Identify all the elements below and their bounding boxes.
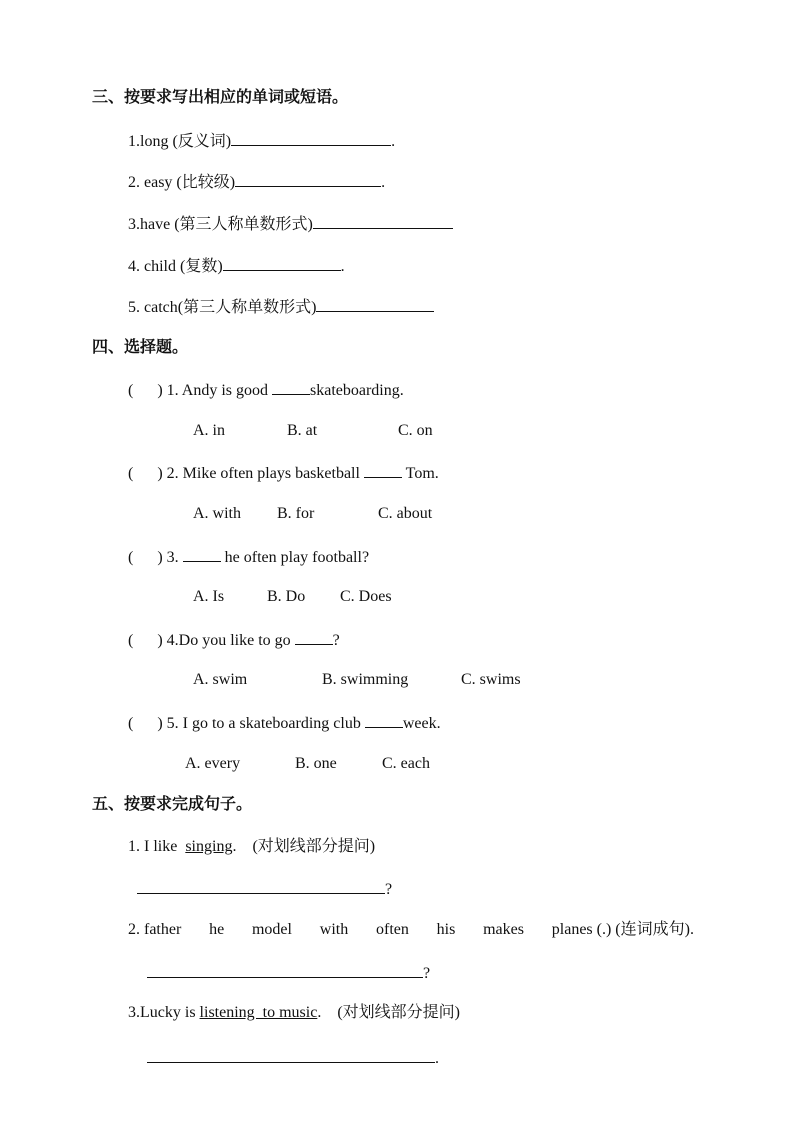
s4-q3-opt-b[interactable]: B. Do: [267, 588, 306, 605]
s5-q1-underlined: singing: [185, 838, 233, 855]
s4-q5-opt-c[interactable]: C. each: [382, 755, 430, 772]
s3-item-5: [128, 296, 434, 318]
s3-item-3-blank[interactable]: [313, 213, 453, 229]
s5-q3: [128, 1003, 460, 1023]
s5-q3-answer-end: .: [435, 1050, 439, 1067]
s4-q1: [128, 379, 404, 401]
s5-q3-note: (对划线部分提问): [337, 1004, 460, 1021]
s4-q3: [128, 546, 369, 568]
answer-paren-open[interactable]: (: [128, 715, 134, 732]
s3-item-1-text: 1.long (反义词): [128, 133, 232, 150]
s5-q1-answer-blank[interactable]: [137, 878, 385, 894]
s5-q1: [128, 837, 375, 857]
s3-item-3-text: 3.have (第三人称单数形式): [128, 216, 313, 233]
s4-q2-opt-c[interactable]: C. about: [378, 505, 433, 522]
answer-paren-open[interactable]: (: [128, 465, 134, 482]
s5-q1-note: (对划线部分提问): [252, 838, 376, 855]
s5-q3-answer: [147, 1047, 439, 1069]
answer-paren-open[interactable]: (: [128, 382, 134, 399]
s5-q2-word: model: [251, 921, 292, 938]
question-text-end: Tom.: [405, 465, 439, 482]
s3-item-2-blank[interactable]: [235, 171, 381, 187]
question-text-end: week.: [402, 715, 441, 732]
s4-q1-opt-a[interactable]: A. in: [193, 422, 225, 439]
section5-heading: 五、按要求完成句子。: [92, 796, 253, 813]
question-text: 3.: [166, 549, 179, 566]
s3-item-1-blank[interactable]: [231, 130, 391, 146]
s5-q1-pre: 1. I like: [128, 838, 178, 855]
s5-q3-answer-blank[interactable]: [147, 1047, 435, 1063]
s5-q1-answer: [137, 878, 392, 900]
s3-item-5-text: 5. catch(第三人称单数形式): [128, 299, 317, 316]
s3-item-4-end: .: [340, 258, 345, 275]
answer-paren-close[interactable]: ): [157, 549, 163, 566]
section4-heading: 四、选择题。: [92, 339, 189, 356]
question-text: 4.Do you like to go: [166, 632, 291, 649]
s5-q3-underlined: listening to music: [199, 1004, 318, 1021]
s4-q4-opt-c[interactable]: C. swims: [461, 671, 521, 688]
s4-q4: [128, 629, 340, 651]
s5-q2-word: planes (.) (连词成句).: [551, 921, 694, 938]
s5-q2-word: often: [376, 921, 409, 938]
s4-q3-opt-c[interactable]: C. Does: [340, 588, 392, 605]
s5-q1-answer-end: ?: [385, 881, 393, 898]
question-blank: [364, 462, 402, 478]
s3-item-3: [128, 213, 453, 235]
question-text: 1. Andy is good: [166, 382, 268, 399]
question-blank: [183, 546, 221, 562]
s5-q3-pre: 3.Lucky is: [128, 1004, 196, 1021]
s3-item-2-text: 2. easy (比较级): [128, 174, 236, 191]
s3-item-4: [128, 255, 345, 277]
s3-item-4-blank[interactable]: [223, 255, 341, 271]
s4-q5-opt-a[interactable]: A. every: [185, 755, 241, 772]
s4-q5-opt-b[interactable]: B. one: [295, 755, 337, 772]
s5-q2-answer-end: ?: [423, 965, 431, 982]
s5-q2-word: his: [436, 921, 456, 938]
s4-q2: [128, 462, 439, 484]
question-text: 2. Mike often plays basketball: [166, 465, 360, 482]
s5-q2-word: with: [319, 921, 349, 938]
s3-item-1-end: .: [391, 133, 396, 150]
s4-q4-opt-b[interactable]: B. swimming: [322, 671, 409, 688]
s5-q2-answer: [147, 962, 430, 984]
s5-q2-answer-blank[interactable]: [147, 962, 423, 978]
s5-q2-word: makes: [483, 921, 524, 938]
question-text: 5. I go to a skateboarding club: [166, 715, 361, 732]
question-text-end: ?: [332, 632, 340, 649]
s3-item-4-text: 4. child (复数): [128, 258, 223, 275]
s5-q2-word: he: [209, 921, 225, 938]
answer-paren-open[interactable]: (: [128, 632, 134, 649]
question-text-end: he often play football?: [224, 549, 370, 566]
section3-heading: 三、按要求写出相应的单词或短语。: [92, 89, 349, 106]
s5-q1-post: .: [232, 838, 237, 855]
s3-item-5-blank[interactable]: [316, 296, 434, 312]
s5-q2-word: 2. father: [128, 921, 182, 938]
answer-paren-open[interactable]: (: [128, 549, 134, 566]
answer-paren-close[interactable]: ): [157, 465, 163, 482]
question-blank: [365, 712, 403, 728]
s5-q2: [128, 920, 694, 940]
s4-q5: [128, 712, 441, 734]
s4-q2-opt-b[interactable]: B. for: [277, 505, 315, 522]
question-blank: [295, 629, 333, 645]
s4-q1-opt-b[interactable]: B. at: [287, 422, 318, 439]
s3-item-2-end: .: [381, 174, 386, 191]
s4-q4-opt-a[interactable]: A. swim: [193, 671, 248, 688]
question-blank: [272, 379, 310, 395]
answer-paren-close[interactable]: ): [157, 715, 163, 732]
s3-item-1: [128, 130, 395, 152]
answer-paren-close[interactable]: ): [157, 382, 163, 399]
s5-q3-post: .: [317, 1004, 322, 1021]
answer-paren-close[interactable]: ): [157, 632, 163, 649]
s4-q2-opt-a[interactable]: A. with: [193, 505, 241, 522]
s3-item-2: [128, 171, 385, 193]
s4-q3-opt-a[interactable]: A. Is: [193, 588, 225, 605]
s4-q1-opt-c[interactable]: C. on: [398, 422, 433, 439]
question-text-end: skateboarding.: [310, 382, 404, 399]
